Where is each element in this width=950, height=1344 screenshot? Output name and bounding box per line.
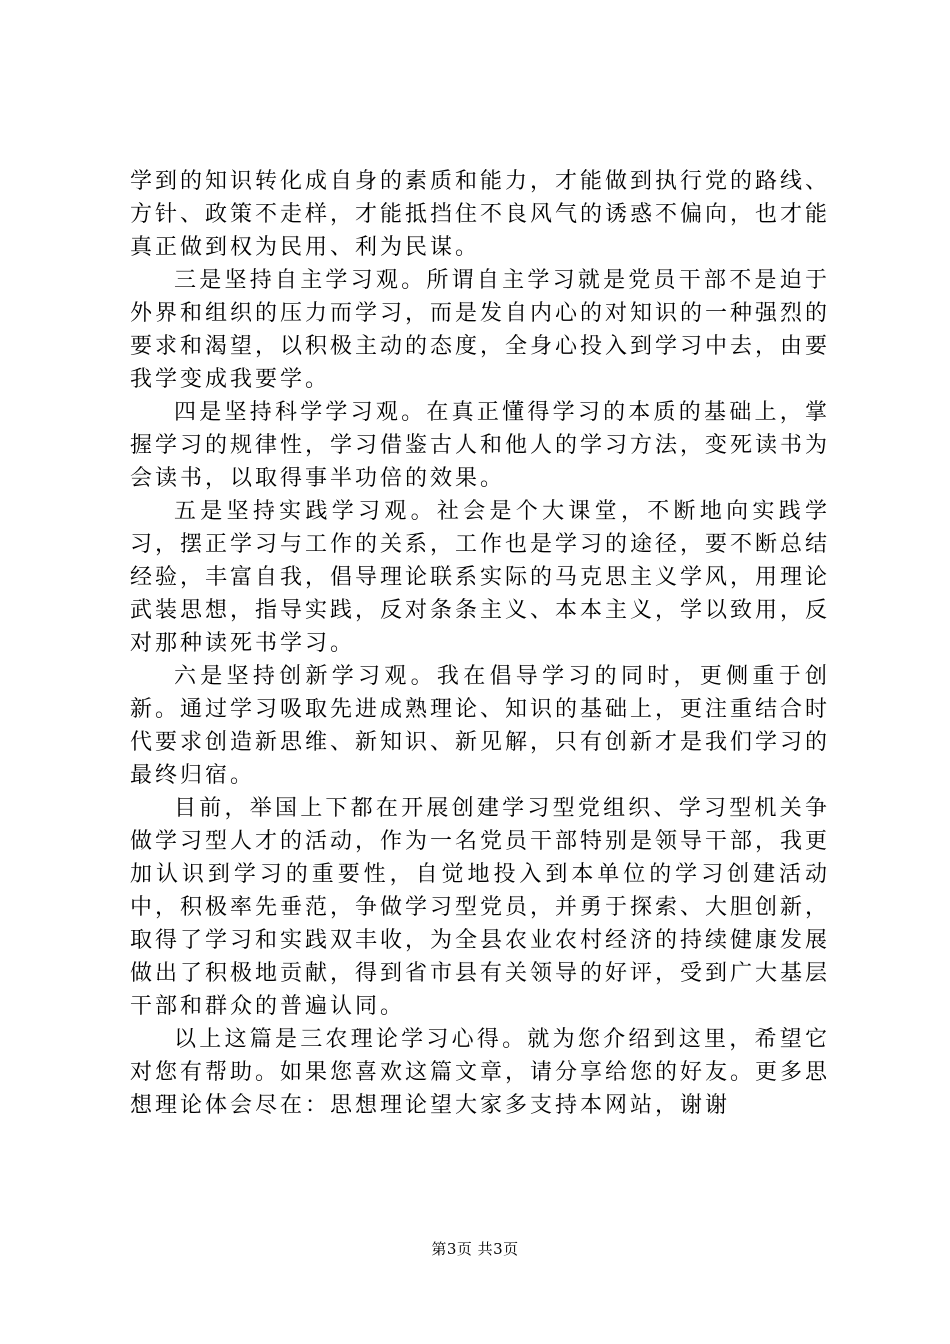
paragraph: 三是坚持自主学习观。所谓自主学习就是党员干部不是迫于外界和组织的压力而学习，而是发自内心的对知识的一种强烈的要求和渴望，以积极主动的态度，全身心投入到学习中去，由要我学变成我要学。 (130, 268, 831, 392)
paragraph: 目前，举国上下都在开展创建学习型党组织、学习型机关争做学习型人才的活动，作为一名党员干部特别是领导干部，我更加认识到学习的重要性，自觉地投入到本单位的学习创建活动中，积极率先垂范，争做学习型党员，并勇于探索、大胆创新，取得了学习和实践双丰收，为全县农业农村经济的持续健康发展做出了积极地贡献，得到省市县有关领导的好评，受到广大基层干部和群众的普遍认同。 (130, 796, 831, 1019)
document-body (130, 165, 830, 1122)
paragraph: 学到的知识转化成自身的素质和能力，才能做到执行党的路线、方针、政策不走样，才能抵挡住不良风气的诱惑不偏向，也才能真正做到权为民用、利为民谋。 (130, 169, 831, 260)
paragraph: 六是坚持创新学习观。我在倡导学习的同时，更侧重于创新。通过学习吸取先进成熟理论、知识的基础上，更注重结合时代要求创造新思维、新知识、新见解，只有创新才是我们学习的最终归宿。 (130, 664, 831, 788)
paragraph: 四是坚持科学学习观。在真正懂得学习的本质的基础上，掌握学习的规律性，学习借鉴古人和他人的学习方法，变死读书为会读书，以取得事半功倍的效果。 (130, 400, 831, 491)
paragraph: 五是坚持实践学习观。社会是个大课堂，不断地向实践学习，摆正学习与工作的关系，工作也是学习的途径，要不断总结经验，丰富自我，倡导理论联系实际的马克思主义学风，用理论武装思想，指导实践，反对条条主义、本本主义，学以致用，反对那种读死书学习。 (130, 499, 831, 656)
page-number-footer: 第3页 共3页 (431, 1240, 519, 1258)
paragraph: 以上这篇是三农理论学习心得。就为您介绍到这里，希望它对您有帮助。如果您喜欢这篇文章，请分享给您的好友。更多思想理论体会尽在：思想理论望大家多支持本网站，谢谢 (130, 1027, 831, 1118)
